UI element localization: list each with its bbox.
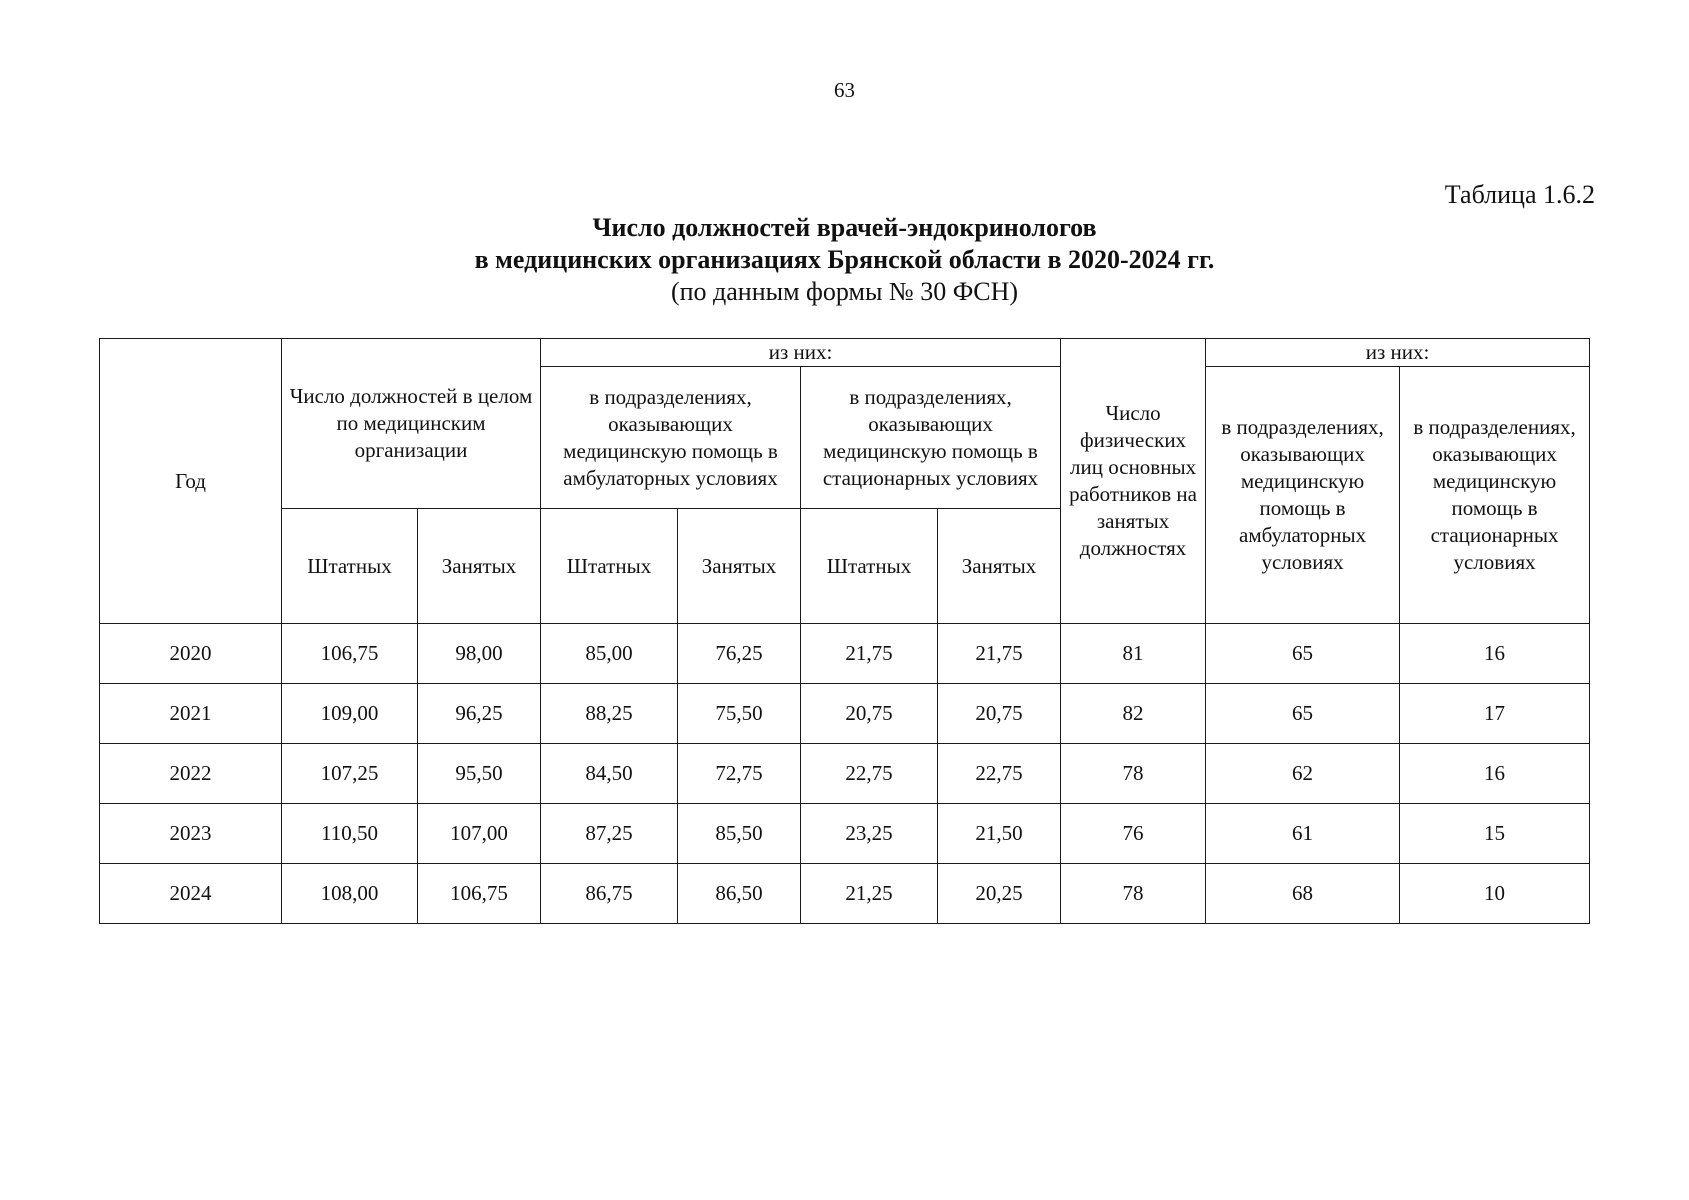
page-number: 63 xyxy=(834,78,855,102)
cell-individuals-outpatient: 65 xyxy=(1206,624,1400,684)
header-individuals-inpatient: в подразделениях, оказывающих медицинскую помощь в стационарных условиях xyxy=(1400,367,1590,624)
cell-total-staff: 106,75 xyxy=(282,624,418,684)
table-row xyxy=(100,624,1590,684)
cell-individuals-outpatient: 68 xyxy=(1206,864,1400,924)
header-outpatient-units: в подразделениях, оказывающих медицинскую помощь в амбулаторных условиях xyxy=(541,367,801,509)
cell-total-staff: 110,50 xyxy=(282,804,418,864)
cell-inpatient-occupied: 21,75 xyxy=(938,624,1061,684)
cell-outpatient-staff: 84,50 xyxy=(541,744,678,804)
cell-year: 2020 xyxy=(100,624,282,684)
cell-outpatient-staff: 85,00 xyxy=(541,624,678,684)
cell-individuals-outpatient: 62 xyxy=(1206,744,1400,804)
cell-inpatient-staff: 21,75 xyxy=(801,624,938,684)
header-inpatient-staff: Штатных xyxy=(801,509,938,624)
table-row xyxy=(100,744,1590,804)
cell-inpatient-staff: 21,25 xyxy=(801,864,938,924)
header-inpatient-units: в подразделениях, оказывающих медицинскую помощь в стационарных условиях xyxy=(801,367,1061,509)
table-title xyxy=(0,212,1689,308)
cell-total-occupied: 95,50 xyxy=(418,744,541,804)
cell-inpatient-staff: 22,75 xyxy=(801,744,938,804)
cell-inpatient-staff: 23,25 xyxy=(801,804,938,864)
cell-year: 2021 xyxy=(100,684,282,744)
cell-individuals: 78 xyxy=(1061,744,1206,804)
cell-outpatient-occupied: 75,50 xyxy=(678,684,801,744)
cell-individuals: 76 xyxy=(1061,804,1206,864)
title-line-2: в медицинских организациях Брянской области в 2020-2024 гг. xyxy=(474,245,1215,274)
header-of-them-positions: из них: xyxy=(541,339,1061,367)
cell-individuals-inpatient: 10 xyxy=(1400,864,1590,924)
cell-individuals: 82 xyxy=(1061,684,1206,744)
cell-outpatient-occupied: 72,75 xyxy=(678,744,801,804)
cell-outpatient-staff: 88,25 xyxy=(541,684,678,744)
cell-individuals: 81 xyxy=(1061,624,1206,684)
cell-total-staff: 107,25 xyxy=(282,744,418,804)
table-label: Таблица 1.6.2 xyxy=(1444,180,1595,209)
cell-total-occupied: 106,75 xyxy=(418,864,541,924)
table-row xyxy=(100,864,1590,924)
header-total-positions: Число должностей в целом по медицинским организации xyxy=(282,339,541,509)
header-total-staff: Штатных xyxy=(282,509,418,624)
cell-inpatient-occupied: 20,25 xyxy=(938,864,1061,924)
cell-inpatient-occupied: 22,75 xyxy=(938,744,1061,804)
table-row xyxy=(100,804,1590,864)
cell-individuals-outpatient: 61 xyxy=(1206,804,1400,864)
title-line-1: Число должностей врачей-эндокринологов xyxy=(592,213,1097,242)
cell-individuals: 78 xyxy=(1061,864,1206,924)
table-row xyxy=(100,684,1590,744)
positions-table xyxy=(99,338,1590,924)
cell-inpatient-occupied: 21,50 xyxy=(938,804,1061,864)
cell-outpatient-staff: 86,75 xyxy=(541,864,678,924)
cell-total-staff: 108,00 xyxy=(282,864,418,924)
cell-individuals-outpatient: 65 xyxy=(1206,684,1400,744)
header-individuals: Число физических лиц основных работников на занятых должностях xyxy=(1061,339,1206,624)
header-outpatient-staff: Штатных xyxy=(541,509,678,624)
cell-individuals-inpatient: 17 xyxy=(1400,684,1590,744)
cell-total-occupied: 98,00 xyxy=(418,624,541,684)
cell-individuals-inpatient: 16 xyxy=(1400,744,1590,804)
cell-individuals-inpatient: 16 xyxy=(1400,624,1590,684)
header-of-them-individuals: из них: xyxy=(1206,339,1590,367)
cell-outpatient-occupied: 76,25 xyxy=(678,624,801,684)
cell-total-occupied: 107,00 xyxy=(418,804,541,864)
cell-inpatient-occupied: 20,75 xyxy=(938,684,1061,744)
cell-year: 2024 xyxy=(100,864,282,924)
header-inpatient-occupied: Занятых xyxy=(938,509,1061,624)
cell-total-staff: 109,00 xyxy=(282,684,418,744)
header-outpatient-occupied: Занятых xyxy=(678,509,801,624)
header-total-occupied: Занятых xyxy=(418,509,541,624)
cell-inpatient-staff: 20,75 xyxy=(801,684,938,744)
cell-year: 2022 xyxy=(100,744,282,804)
header-year: Год xyxy=(100,339,282,624)
cell-individuals-inpatient: 15 xyxy=(1400,804,1590,864)
header-individuals-outpatient: в подразделениях, оказывающих медицинскую помощь в амбулаторных условиях xyxy=(1206,367,1400,624)
cell-outpatient-occupied: 85,50 xyxy=(678,804,801,864)
cell-outpatient-occupied: 86,50 xyxy=(678,864,801,924)
cell-year: 2023 xyxy=(100,804,282,864)
cell-total-occupied: 96,25 xyxy=(418,684,541,744)
title-subtitle: (по данным формы № 30 ФСН) xyxy=(670,277,1019,306)
cell-outpatient-staff: 87,25 xyxy=(541,804,678,864)
